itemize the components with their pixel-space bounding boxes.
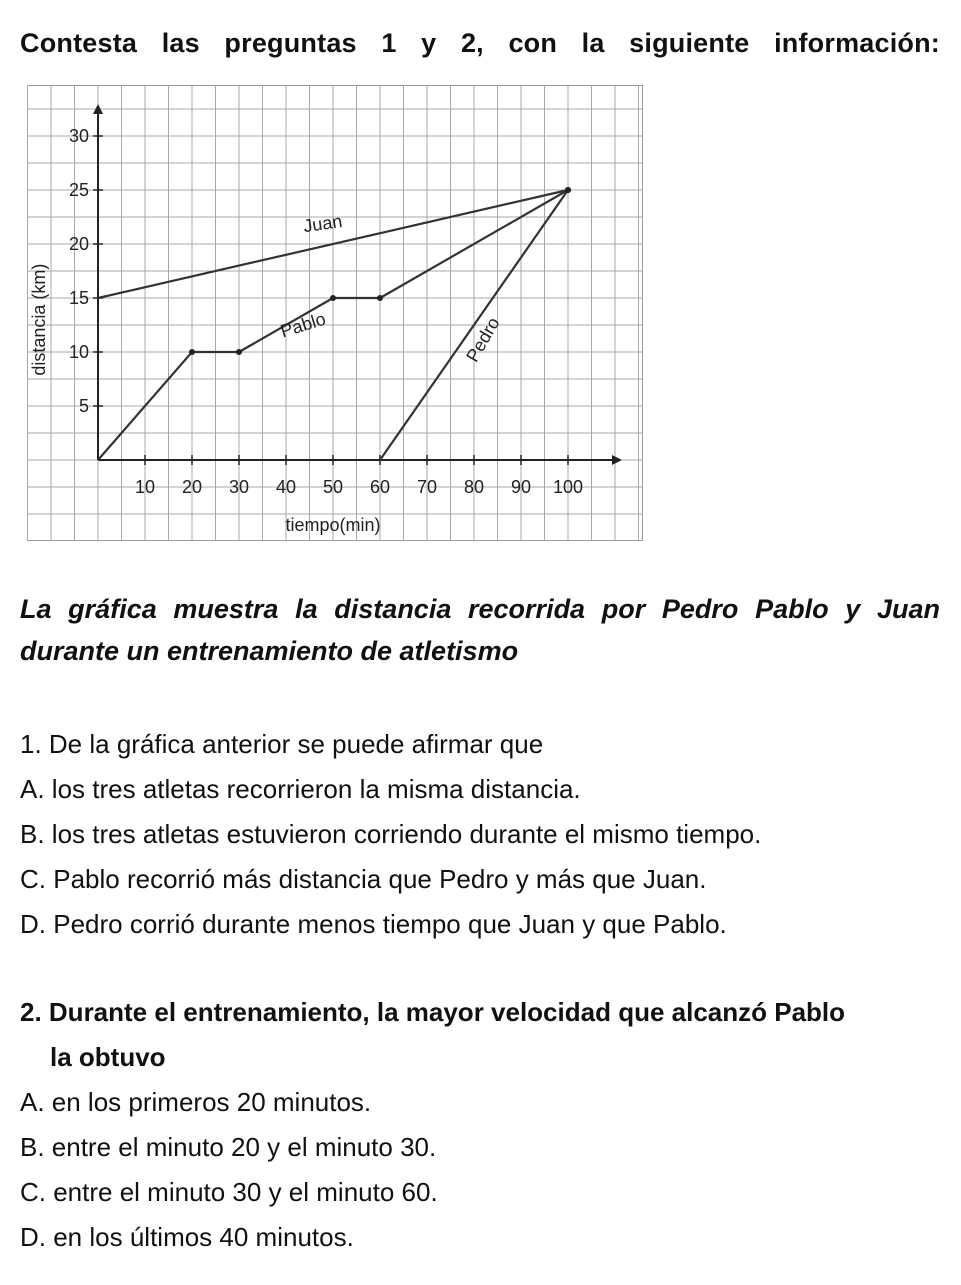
series-point-pablo <box>189 349 195 355</box>
x-tick-label: 30 <box>228 477 250 497</box>
y-tick-label: 10 <box>68 342 89 362</box>
x-tick-label: 40 <box>275 477 297 497</box>
question-1 <box>20 722 950 947</box>
series-point-pablo <box>236 349 242 355</box>
question-1-option-c: C. Pablo recorrió más distancia que Pedro y más que Juan. <box>20 864 707 894</box>
chart-caption: La gráfica muestra la distancia recorrida por Pedro Pablo y Juan durante un entrenamiento de atletismo <box>20 594 940 666</box>
y-tick-label: 30 <box>68 126 89 146</box>
instructions-heading: Contesta las preguntas 1 y 2, con la siguiente información: <box>20 28 940 58</box>
x-tick-label: 60 <box>369 477 391 497</box>
question-1-option-b: B. los tres atletas estuvieron corriendo durante el mismo tiempo. <box>20 819 762 849</box>
x-tick-label: 100 <box>552 477 584 497</box>
y-axis-title: distancia (km) <box>29 263 49 376</box>
question-2-stem-continued: la obtuvo <box>50 1042 166 1072</box>
y-tick-label: 5 <box>78 396 89 416</box>
question-2-option-d: D. en los últimos 40 minutos. <box>20 1222 354 1252</box>
series-label-juan: Juan <box>302 210 344 237</box>
x-tick-label: 80 <box>463 477 485 497</box>
question-2-option-c: C. entre el minuto 30 y el minuto 60. <box>20 1177 438 1207</box>
chart-grid <box>27 85 643 541</box>
x-axis-arrow <box>612 455 622 465</box>
question-2-option-a: A. en los primeros 20 minutos. <box>20 1087 372 1117</box>
chart-axes <box>93 104 622 465</box>
series-point-pedro <box>565 187 571 193</box>
chart-labels <box>29 126 583 535</box>
series-label-pedro: Pedro <box>462 313 504 366</box>
question-2-stem: 2. Durante el entrenamiento, la mayor velocidad que alcanzó Pablo <box>20 997 846 1027</box>
question-1-option-a: A. los tres atletas recorrieron la misma distancia. <box>20 774 581 804</box>
question-1-option-d: D. Pedro corrió durante menos tiempo que Juan y que Pablo. <box>20 909 727 939</box>
question-1-stem: 1. De la gráfica anterior se puede afirmar que <box>20 729 544 759</box>
x-tick-label: 70 <box>416 477 438 497</box>
x-axis-title: tiempo(min) <box>285 515 381 535</box>
x-tick-label: 20 <box>181 477 203 497</box>
question-2-option-b: B. entre el minuto 20 y el minuto 30. <box>20 1132 437 1162</box>
x-tick-label: 10 <box>134 477 156 497</box>
x-tick-label: 90 <box>510 477 532 497</box>
y-tick-label: 20 <box>68 234 89 254</box>
series-point-pablo <box>377 295 383 301</box>
question-2 <box>20 990 950 1260</box>
x-tick-label: 50 <box>322 477 344 497</box>
y-tick-label: 25 <box>68 180 89 200</box>
series-point-pablo <box>330 295 336 301</box>
grid-border <box>28 86 643 541</box>
y-tick-label: 15 <box>68 288 89 308</box>
distance-time-chart <box>27 85 643 541</box>
series-label-pablo: Pablo <box>278 308 328 342</box>
